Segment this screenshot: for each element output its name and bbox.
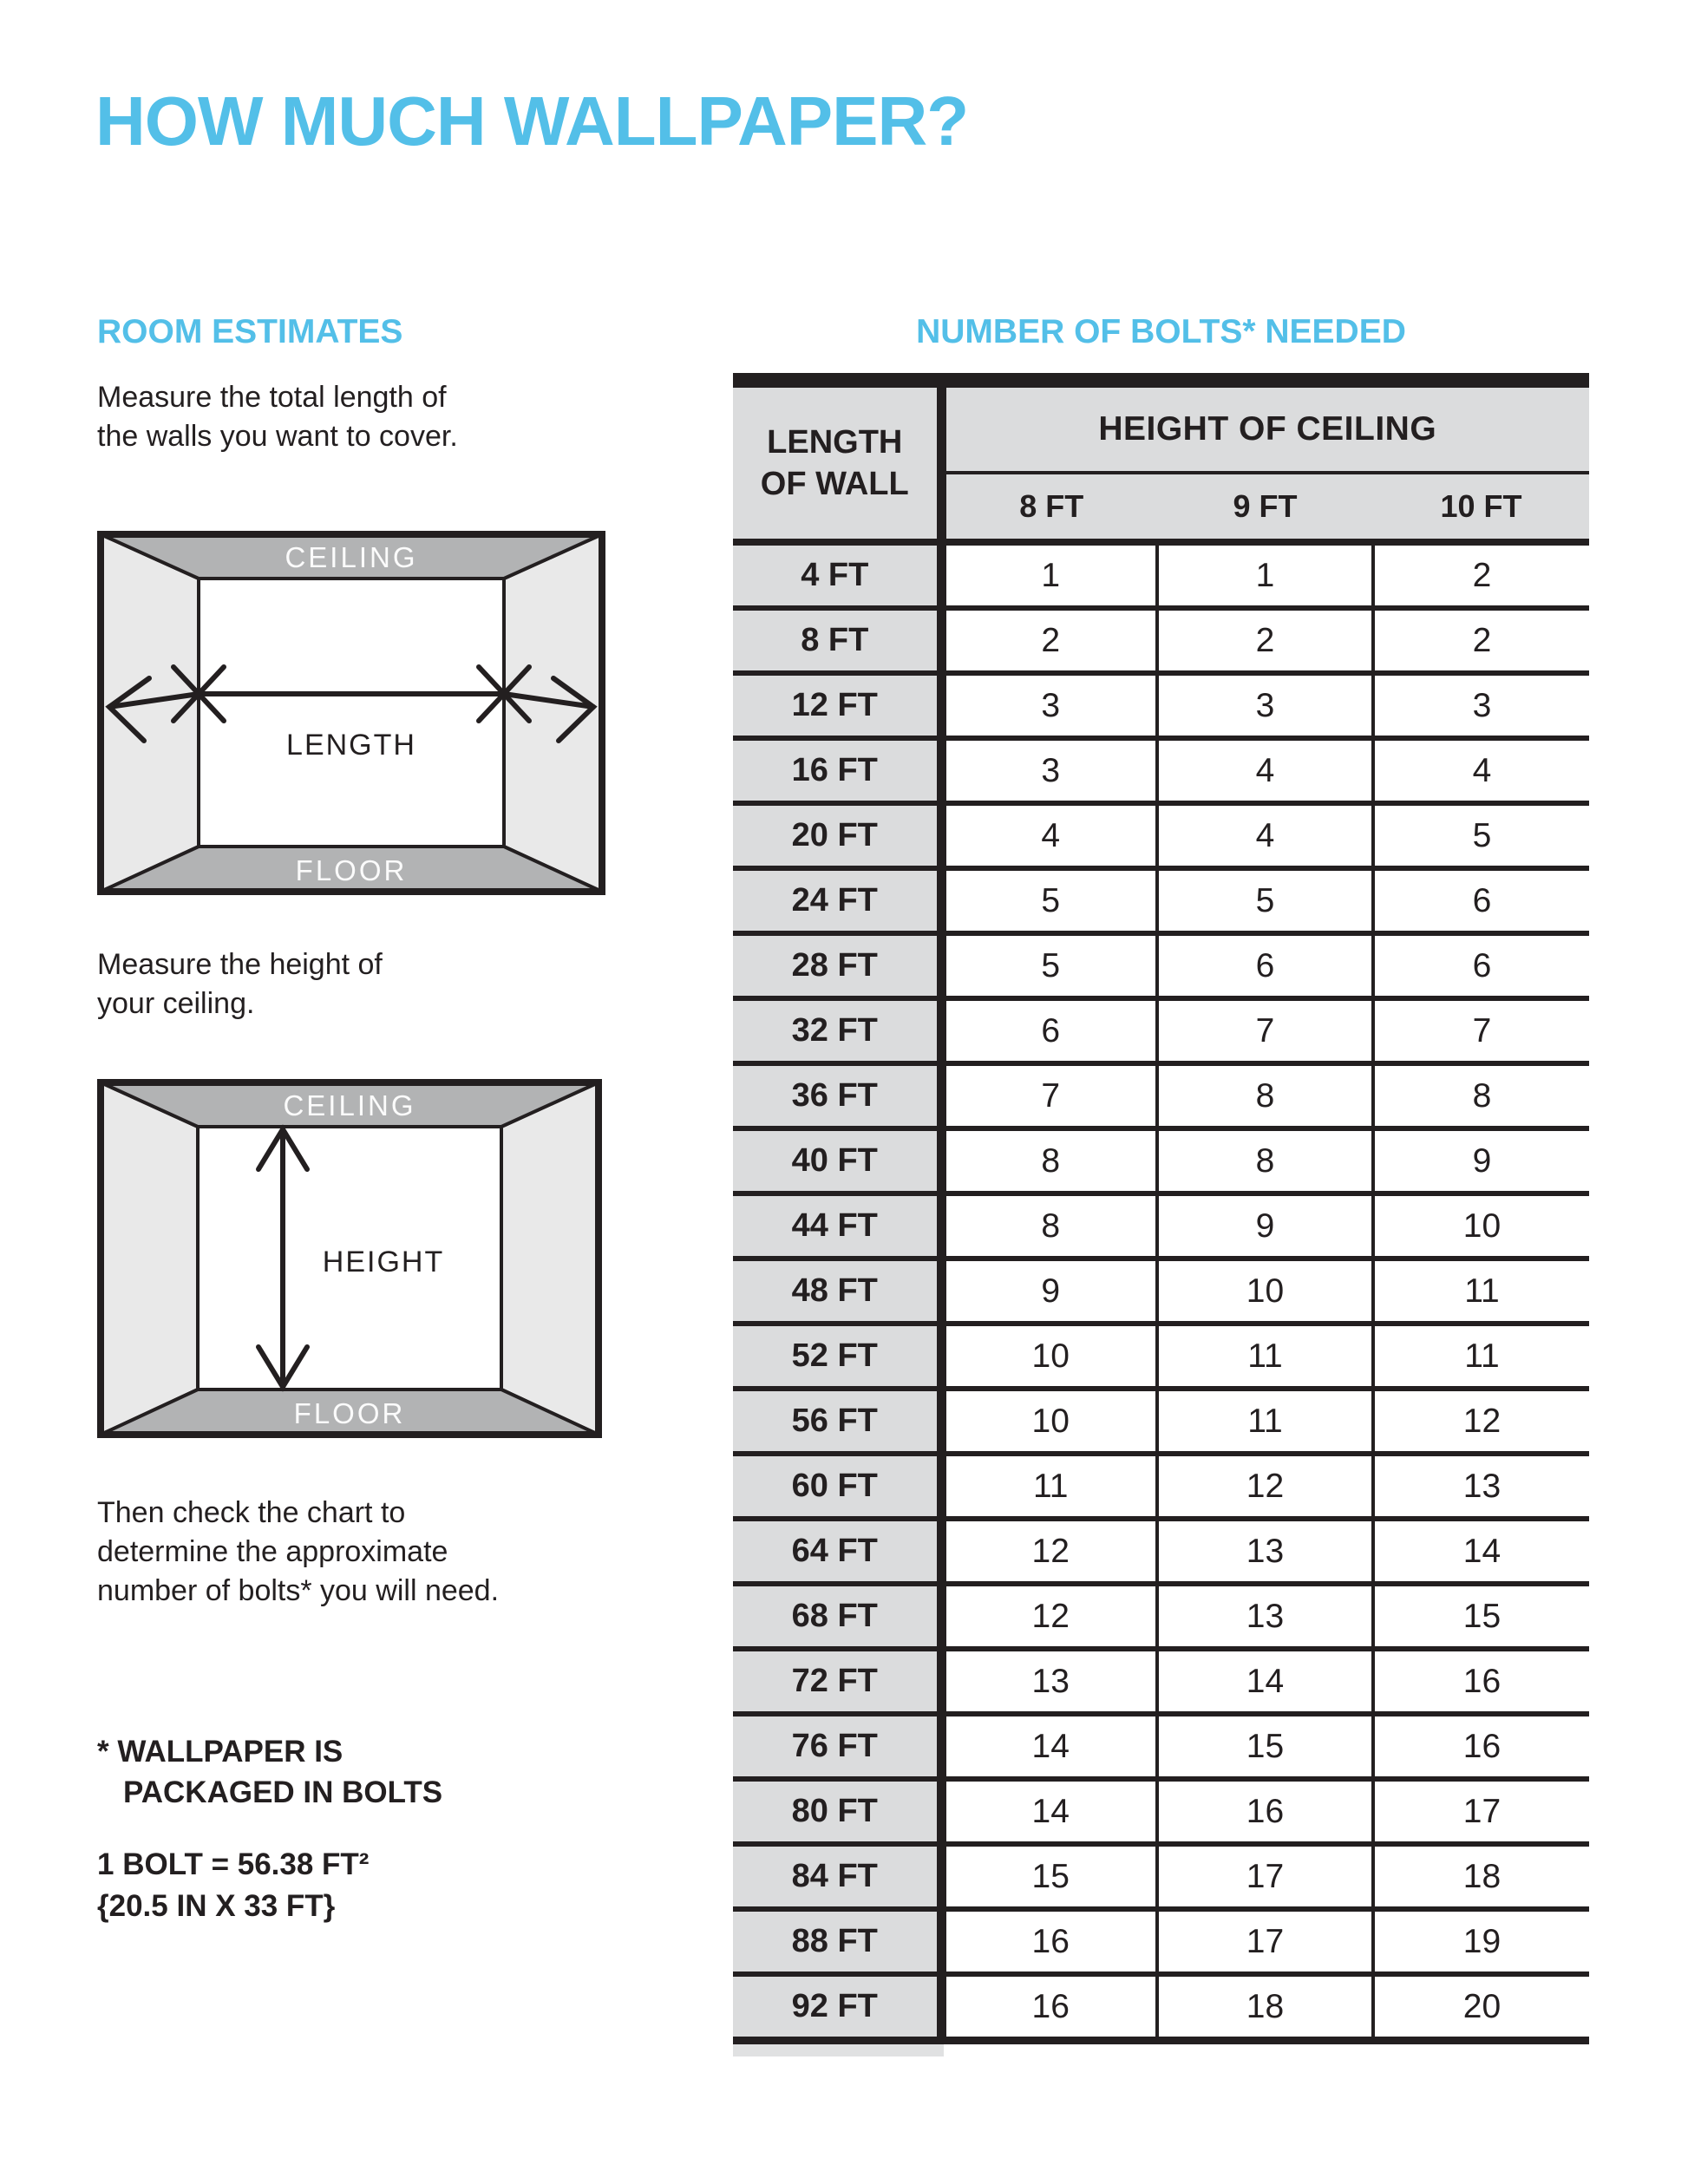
bolts-10ft-cell: 14 [1373,1519,1589,1584]
wall-length-cell: 52 FT [733,1324,941,1389]
bolts-8ft-cell: 8 [941,1193,1157,1259]
length-of-wall-header-line2: OF WALL [760,466,909,502]
wall-length-cell: 4 FT [733,542,941,608]
table-row [733,1714,1589,1779]
wall-length-cell: 88 FT [733,1909,941,1974]
floor-label: FLOOR [295,854,408,886]
ceiling-10ft-header: 10 FT [1373,473,1589,542]
instruction-measure-length [97,378,458,456]
bolts-9ft-cell: 1 [1157,542,1373,608]
ceiling-8ft-header: 8 FT [941,473,1157,542]
bolts-9ft-cell: 4 [1157,803,1373,868]
bolts-8ft-cell: 1 [941,542,1157,608]
bolts-9ft-cell: 17 [1157,1844,1373,1909]
bolts-10ft-cell: 2 [1373,608,1589,673]
wall-length-cell: 84 FT [733,1844,941,1909]
instruction-check-chart-line3: number of bolts* you will need. [97,1574,500,1607]
bolts-9ft-cell: 8 [1157,1128,1373,1193]
table-row [733,1909,1589,1974]
bolts-10ft-cell: 8 [1373,1063,1589,1128]
page-title: HOW MUCH WALLPAPER? [95,82,969,160]
bolts-table [733,373,1589,2056]
bolts-10ft-cell: 9 [1373,1128,1589,1193]
table-row [733,803,1589,868]
bolts-10ft-cell: 2 [1373,542,1589,608]
bolts-8ft-cell: 7 [941,1063,1157,1128]
table-row [733,998,1589,1063]
wall-length-cell: 72 FT [733,1649,941,1714]
room-estimates-heading: ROOM ESTIMATES [97,313,403,350]
height-label: HEIGHT [322,1246,445,1278]
bolts-10ft-cell: 6 [1373,933,1589,998]
bolts-8ft-cell: 11 [941,1454,1157,1519]
bolts-8ft-cell: 14 [941,1779,1157,1844]
table-row [733,1519,1589,1584]
bolts-9ft-cell: 14 [1157,1649,1373,1714]
bolts-9ft-cell: 9 [1157,1193,1373,1259]
bolts-8ft-cell: 3 [941,673,1157,738]
wall-length-cell: 40 FT [733,1128,941,1193]
right-wall-face [501,1082,599,1435]
bolts-9ft-cell: 10 [1157,1259,1373,1324]
wall-length-cell: 60 FT [733,1454,941,1519]
instruction-check-chart [97,1494,499,1611]
bolts-8ft-cell: 9 [941,1259,1157,1324]
wall-length-cell: 8 FT [733,608,941,673]
bolts-9ft-cell: 7 [1157,998,1373,1063]
wall-length-cell: 32 FT [733,998,941,1063]
left-wall-face [101,1082,198,1435]
wall-length-cell: 56 FT [733,1389,941,1454]
wall-length-cell: 12 FT [733,673,941,738]
wallpaper-bolts-footnote [97,1731,442,1813]
instruction-measure-length-line2: the walls you want to cover. [97,420,458,453]
bolts-8ft-cell: 5 [941,933,1157,998]
bolts-9ft-cell: 13 [1157,1519,1373,1584]
length-of-wall-header-line1: LENGTH [767,424,903,461]
instruction-measure-height [97,945,383,1023]
bolts-10ft-cell: 7 [1373,998,1589,1063]
height-of-ceiling-header: HEIGHT OF CEILING [941,388,1589,473]
table-row [733,542,1589,608]
table-row [733,738,1589,803]
table-row [733,1389,1589,1454]
instruction-check-chart-line2: determine the approximate [97,1535,448,1568]
table-header-row-1 [733,388,1589,473]
bolt-size-line2: {20.5 IN X 33 FT} [97,1889,336,1923]
wall-length-cell: 68 FT [733,1584,941,1649]
bolts-9ft-cell: 3 [1157,673,1373,738]
footnote-line2: PACKAGED IN BOLTS [123,1775,443,1809]
bolts-needed-heading: NUMBER OF BOLTS* NEEDED [916,313,1406,350]
ceiling-label: CEILING [283,1089,416,1121]
table-row [733,1584,1589,1649]
bolts-9ft-cell: 11 [1157,1389,1373,1454]
room-length-diagram [97,531,605,895]
bolts-9ft-cell: 13 [1157,1584,1373,1649]
footnote-line1: * WALLPAPER IS [97,1735,343,1769]
bolts-8ft-cell: 16 [941,1974,1157,2041]
table-row [733,1324,1589,1389]
bolts-8ft-cell: 3 [941,738,1157,803]
table-row [733,1844,1589,1909]
bolts-8ft-cell: 5 [941,868,1157,933]
bolts-10ft-cell: 18 [1373,1844,1589,1909]
bolts-9ft-cell: 2 [1157,608,1373,673]
bolts-10ft-cell: 13 [1373,1454,1589,1519]
bolts-8ft-cell: 2 [941,608,1157,673]
bolts-10ft-cell: 3 [1373,673,1589,738]
bolts-10ft-cell: 11 [1373,1259,1589,1324]
wall-length-cell: 28 FT [733,933,941,998]
table-row [733,1649,1589,1714]
ceiling-9ft-header: 9 FT [1157,473,1373,542]
bolts-10ft-cell: 20 [1373,1974,1589,2041]
bolts-8ft-cell: 6 [941,998,1157,1063]
bolts-8ft-cell: 8 [941,1128,1157,1193]
wall-length-cell: 24 FT [733,868,941,933]
bolts-8ft-cell: 13 [941,1649,1157,1714]
bolts-9ft-cell: 17 [1157,1909,1373,1974]
bolts-10ft-cell: 11 [1373,1324,1589,1389]
bolts-10ft-cell: 17 [1373,1779,1589,1844]
bolts-9ft-cell: 5 [1157,868,1373,933]
bolts-9ft-cell: 4 [1157,738,1373,803]
table-row [733,1128,1589,1193]
table-row [733,1974,1589,2041]
table-top-bar [733,373,1589,388]
bolts-9ft-cell: 6 [1157,933,1373,998]
bolts-9ft-cell: 8 [1157,1063,1373,1128]
table-gray-tail [733,2044,944,2056]
room-height-diagram [97,1079,602,1438]
table-row [733,868,1589,933]
bolts-table-grid [733,388,1589,2044]
table-row [733,1259,1589,1324]
bolts-9ft-cell: 15 [1157,1714,1373,1779]
length-of-wall-header [733,388,941,542]
bolts-10ft-cell: 19 [1373,1909,1589,1974]
wall-length-cell: 20 FT [733,803,941,868]
table-row [733,1063,1589,1128]
bolt-size-info [97,1844,369,1927]
bolts-8ft-cell: 16 [941,1909,1157,1974]
length-label: LENGTH [286,729,416,762]
floor-label: FLOOR [293,1397,406,1429]
table-row [733,1779,1589,1844]
bolts-10ft-cell: 16 [1373,1714,1589,1779]
table-body [733,542,1589,2041]
bolts-8ft-cell: 12 [941,1584,1157,1649]
wall-length-cell: 36 FT [733,1063,941,1128]
table-row [733,1193,1589,1259]
bolts-10ft-cell: 12 [1373,1389,1589,1454]
ceiling-label: CEILING [285,541,418,573]
wall-length-cell: 80 FT [733,1779,941,1844]
bolts-10ft-cell: 15 [1373,1584,1589,1649]
bolts-8ft-cell: 10 [941,1389,1157,1454]
table-row [733,608,1589,673]
bolts-9ft-cell: 11 [1157,1324,1373,1389]
wall-length-cell: 76 FT [733,1714,941,1779]
bolts-10ft-cell: 10 [1373,1193,1589,1259]
wall-length-cell: 92 FT [733,1974,941,2041]
instruction-check-chart-line1: Then check the chart to [97,1496,406,1529]
table-row [733,1454,1589,1519]
wall-length-cell: 64 FT [733,1519,941,1584]
wall-length-cell: 48 FT [733,1259,941,1324]
bolts-8ft-cell: 10 [941,1324,1157,1389]
wall-length-cell: 16 FT [733,738,941,803]
table-row [733,933,1589,998]
bolts-9ft-cell: 18 [1157,1974,1373,2041]
bolts-8ft-cell: 12 [941,1519,1157,1584]
instruction-measure-height-line1: Measure the height of [97,948,383,981]
bolts-8ft-cell: 14 [941,1714,1157,1779]
bolts-10ft-cell: 16 [1373,1649,1589,1714]
bolts-8ft-cell: 4 [941,803,1157,868]
back-wall-face [199,579,504,847]
table-row [733,673,1589,738]
bolt-size-line1: 1 BOLT = 56.38 FT² [97,1847,370,1881]
instruction-measure-length-line1: Measure the total length of [97,381,447,414]
bolts-10ft-cell: 5 [1373,803,1589,868]
bolts-10ft-cell: 4 [1373,738,1589,803]
bolts-9ft-cell: 12 [1157,1454,1373,1519]
bolts-9ft-cell: 16 [1157,1779,1373,1844]
bolts-10ft-cell: 6 [1373,868,1589,933]
wall-length-cell: 44 FT [733,1193,941,1259]
bolts-8ft-cell: 15 [941,1844,1157,1909]
instruction-measure-height-line2: your ceiling. [97,987,255,1020]
